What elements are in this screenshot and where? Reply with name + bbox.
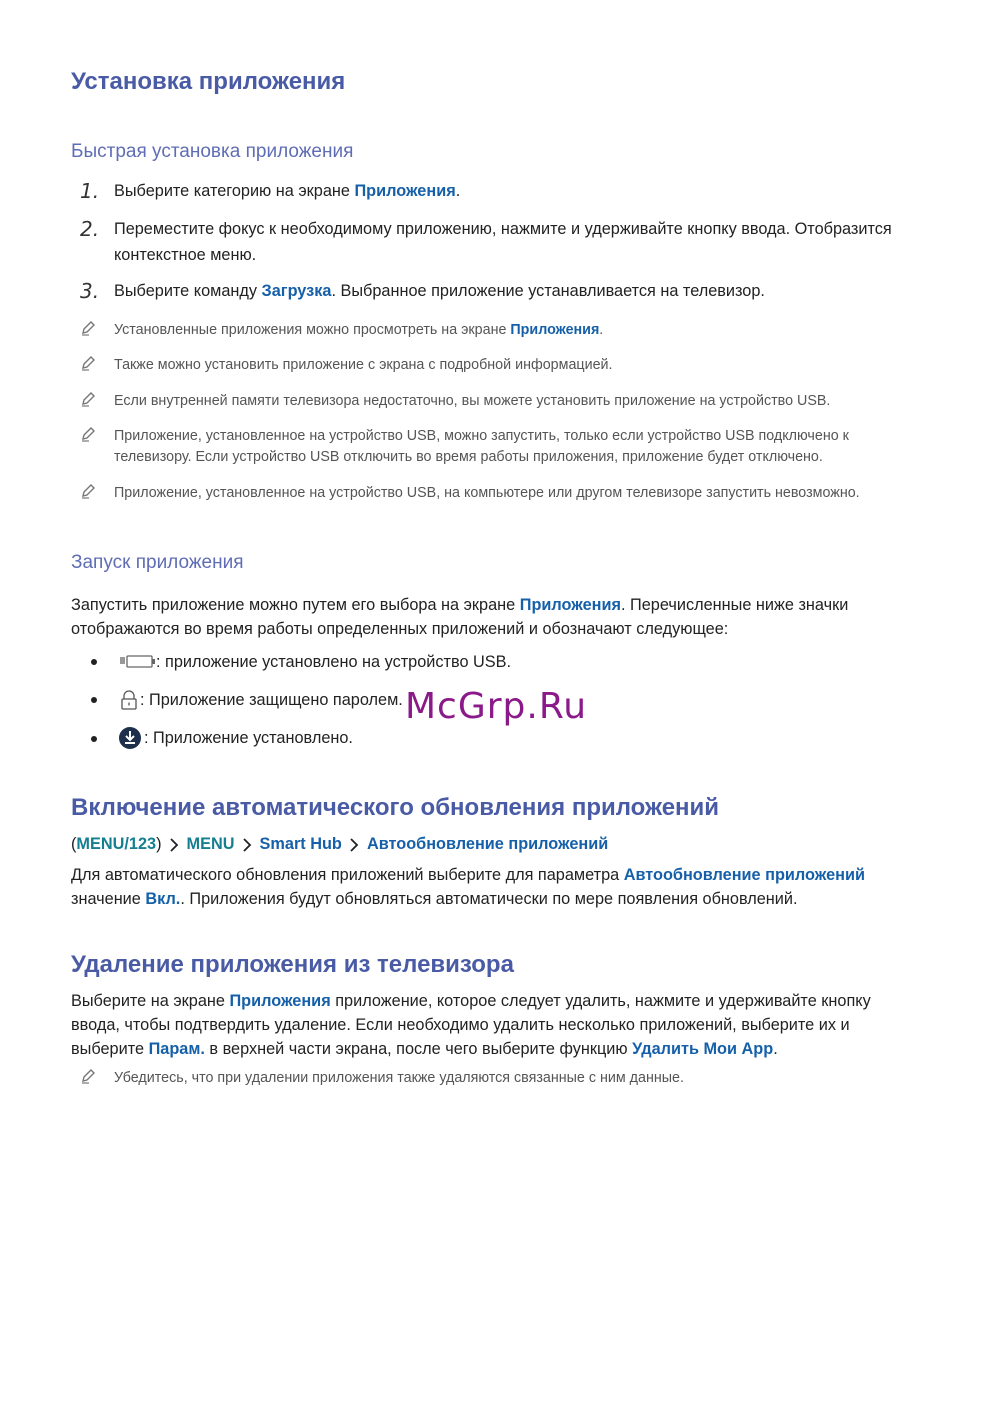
chevron-right-icon [349,838,359,852]
paragraph: Запустить приложение можно путем его выбора на экране Приложения. Перечисленные ниже значки отображаются во время работы определенных приложений и обозначают следующее: [71,596,849,638]
section-title-auto-update: Включение автоматического обновления приложений [71,794,720,821]
section-title-delete: Удаление приложения из телевизора [71,951,514,978]
bullet-item: : Приложение установлено. [118,726,353,750]
chevron-right-icon [169,838,179,852]
download-icon [118,726,144,750]
note-text: Убедитесь, что при удалении приложения также удаляются связанные с ним данные. [114,1070,684,1086]
bullet-item: : Приложение защищено паролем. [118,688,403,712]
usb-icon [118,654,156,670]
lock-icon [118,690,140,710]
bullet-dot [91,697,97,703]
step-number: 2. [80,217,100,241]
pencil-note-icon [80,483,96,499]
step-text: Выберите команду Загрузка. Выбранное приложение устанавливается на телевизор. [114,282,765,300]
bullet-item: : приложение установлено на устройство USB. [118,650,511,674]
chevron-right-icon [242,838,252,852]
pencil-note-icon [80,426,96,442]
subsection-title-launch: Запуск приложения [71,552,244,573]
step-text: Выберите категорию на экране Приложения. [114,182,461,200]
note-text: Также можно установить приложение с экрана с подробной информацией. [114,357,613,373]
paragraph: Для автоматического обновления приложений выберите для параметра Автообновление приложений значение Вкл.. Приложения будут обновляться автоматически по мере появления обновлений. [71,866,866,908]
subsection-title-quick-install: Быстрая установка приложения [71,141,354,162]
bullet-dot [91,659,97,665]
step-text: Переместите фокус к необходимому приложению, нажмите и удерживайте кнопку ввода. Отобразится контекстное меню. [114,220,892,264]
menu-path: (MENU/123) MENU Smart Hub Автообновление приложений [71,835,609,853]
watermark: McGrp.Ru [405,686,588,727]
note-text: Приложение, установленное на устройство USB, на компьютере или другом телевизоре запустить невозможно. [114,485,860,501]
step-number: 3. [80,279,100,303]
section-title-install: Установка приложения [71,68,346,95]
note-text: Установленные приложения можно просмотреть на экране Приложения. [114,322,604,338]
pencil-note-icon [80,320,96,336]
step-number: 1. [80,179,100,203]
pencil-note-icon [80,355,96,371]
pencil-note-icon [80,391,96,407]
bullet-dot [91,736,97,742]
paragraph: Выберите на экране Приложения приложение, которое следует удалить, нажмите и удерживайте кнопку ввода, чтобы подтвердить удаление. Если необходимо удалить несколько приложений, выберите их и выберите Парам. в верхней части экрана, после чего выберите функцию Удалить Мои App. [71,992,871,1058]
note-text: Приложение, установленное на устройство USB, можно запустить, только если устройство USB подключено к телевизору. Если устройство USB отключить во время работы приложения, приложение будет отключено. [114,428,849,465]
note-text: Если внутренней памяти телевизора недостаточно, вы можете установить приложение на устройство USB. [114,393,831,409]
pencil-note-icon [80,1068,96,1084]
